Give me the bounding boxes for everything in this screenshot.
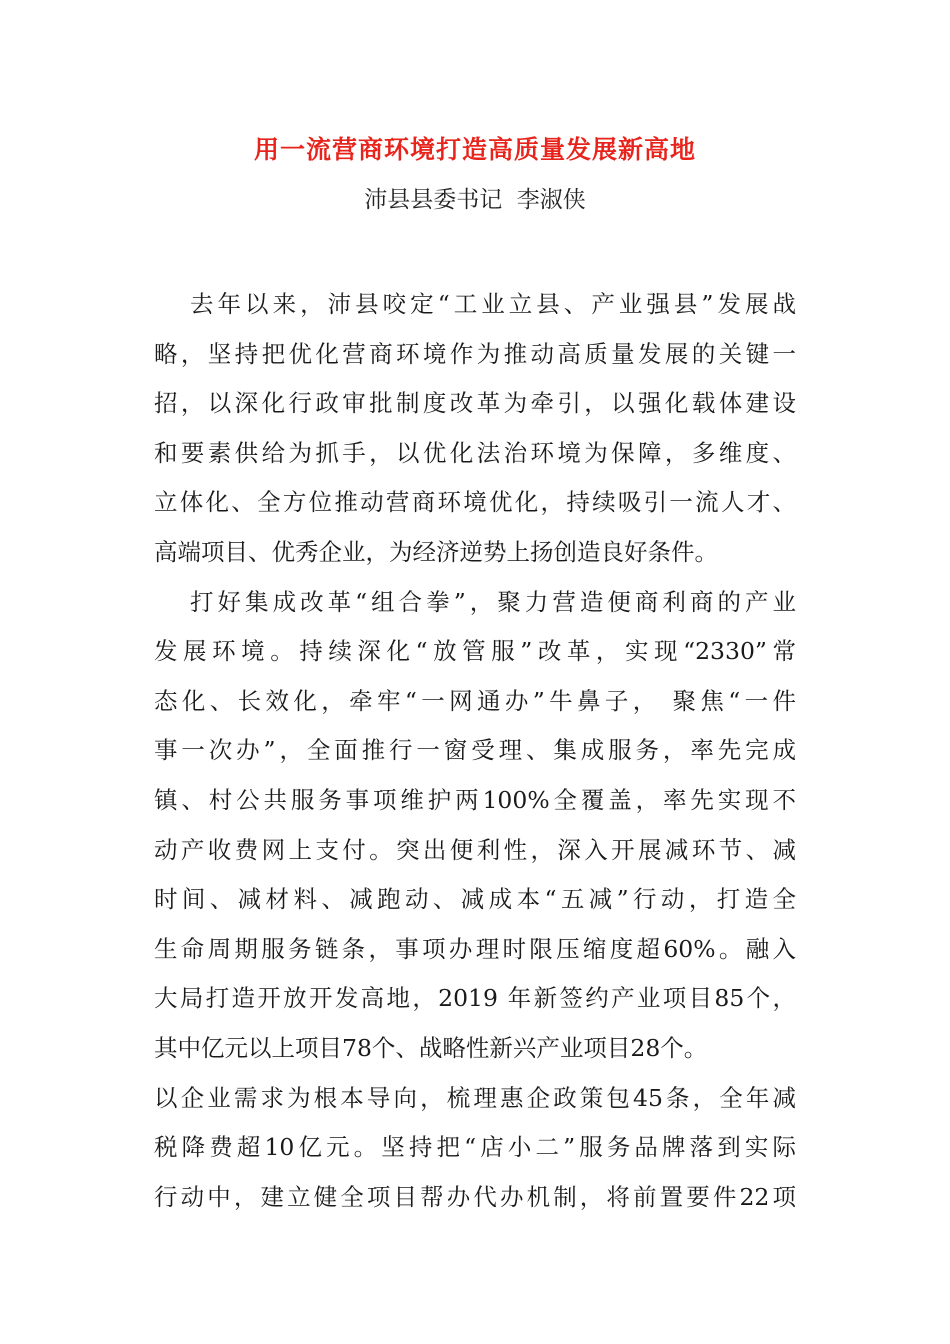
body-text-line: 态化、长效化，牵牢“一网通办”牛鼻子， 聚焦“一件 <box>154 686 796 715</box>
body-text-line: 立体化、全方位推动营商环境优化，持续吸引一流人才、 <box>154 488 796 517</box>
body-text-line: 行动中，建立健全项目帮办代办机制，将前置要件22项 <box>154 1182 796 1211</box>
body-text-line: 打好集成改革“组合拳”，聚力营造便商利商的产业 <box>190 587 796 616</box>
body-text-line: 其中亿元以上项目78个、战略性新兴产业项目28个。 <box>154 1033 708 1062</box>
article-byline: 沛县县委书记 李淑侠 <box>364 187 586 213</box>
body-text-line: 大局打造开放开发高地，2019 年新签约产业项目85个， <box>154 984 796 1013</box>
body-text-line: 略，坚持把优化营商环境作为推动高质量发展的关键一 <box>154 339 796 368</box>
body-text-line: 和要素供给为抓手，以优化法治环境为保障，多维度、 <box>154 438 796 467</box>
body-text-line: 动产收费网上支付。突出便利性，深入开展减环节、减 <box>154 835 796 864</box>
body-text-line: 高端项目、优秀企业，为经济逆势上扬创造良好条件。 <box>154 537 718 566</box>
body-text-line: 去年以来，沛县咬定“工业立县、产业强县”发展战 <box>190 290 796 318</box>
body-text-line: 事一次办”，全面推行一窗受理、集成服务，率先完成 <box>154 736 796 765</box>
body-text-line: 招，以深化行政审批制度改革为牵引，以强化载体建设 <box>154 389 796 418</box>
body-text-line: 时间、减材料、减跑动、减成本“五减”行动，打造全 <box>154 885 796 914</box>
article-title: 用一流营商环境打造高质量发展新高地 <box>253 135 696 164</box>
body-text-line: 税降费超10亿元。坚持把“店小二”服务品牌落到实际 <box>154 1133 796 1162</box>
body-text-line: 镇、村公共服务事项维护两100%全覆盖，率先实现不 <box>154 785 796 814</box>
article-body <box>154 280 796 1222</box>
body-text-line: 以企业需求为根本导向，梳理惠企政策包45条，全年减 <box>154 1083 796 1112</box>
body-text-line: 发展环境。持续深化“放管服”改革，实现“2330”常 <box>154 637 796 666</box>
body-text-line: 生命周期服务链条，事项办理时限压缩度超60%。融入 <box>154 934 796 963</box>
